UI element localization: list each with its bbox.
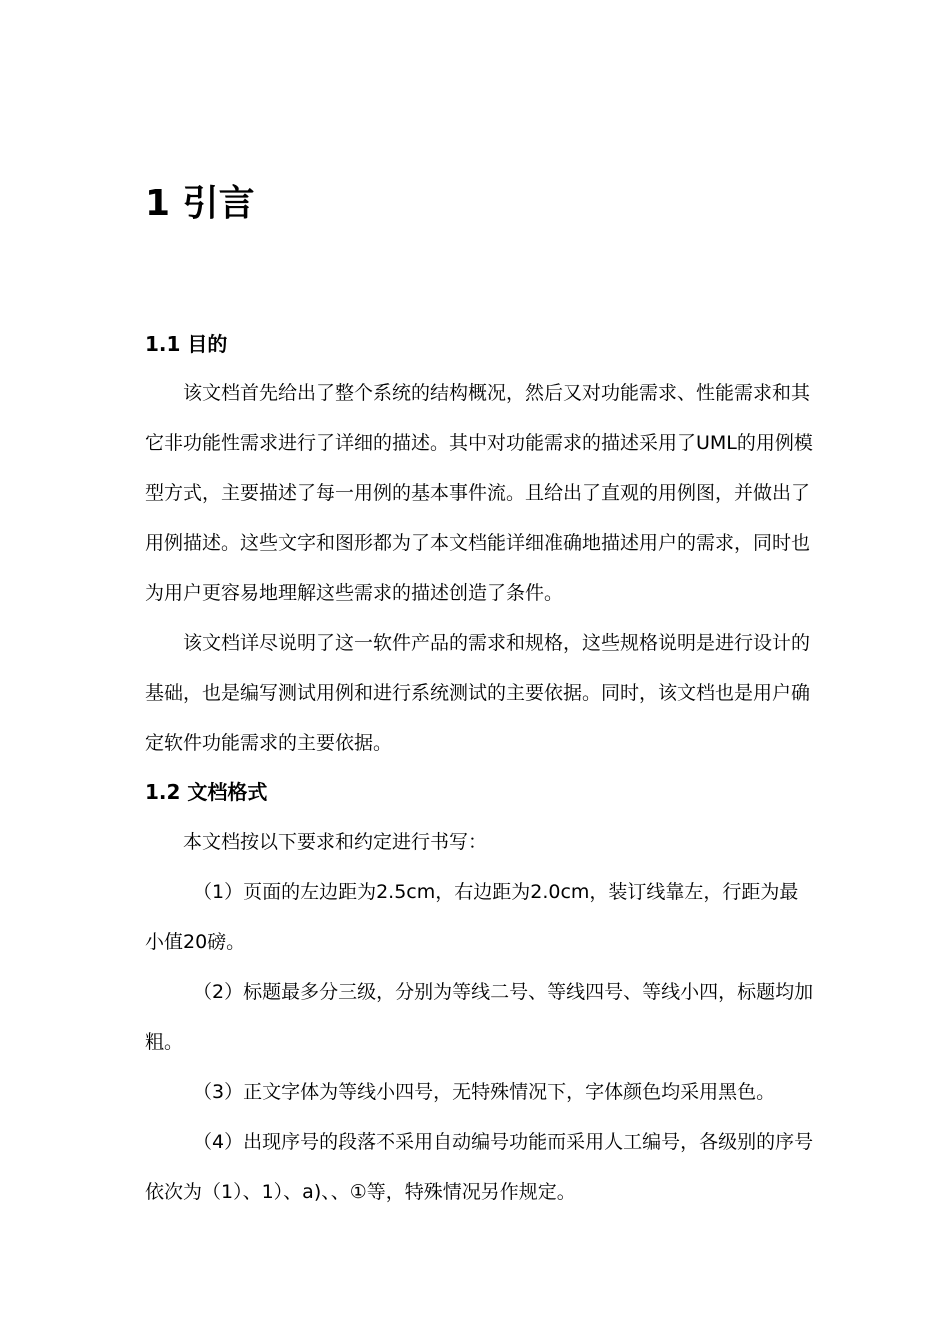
chapter-title: 1 引言 (145, 183, 255, 224)
purpose-paragraph-2: 该文档详尽说明了这一软件产品的需求和规格，这些规格说明是进行设计的基础，也是编写测试用例和进行系统测试的主要依据。同时，该文档也是用户确定软件功能需求的主要依据。 (145, 632, 811, 754)
format-item-1: （1）页面的左边距为2.5cm，右边距为2.0cm，装订线靠左，行距为最小值20磅。 (145, 881, 799, 953)
section-heading-format: 1.2 文档格式 (145, 780, 268, 804)
format-intro: 本文档按以下要求和约定进行书写： (183, 831, 488, 853)
purpose-paragraph-1: 该文档首先给出了整个系统的结构概况，然后又对功能需求、性能需求和其它非功能性需求进行了详细的描述。其中对功能需求的描述采用了UML的用例模型方式，主要描述了每一用例的基本事件流。且给出了直观的用例图，并做出了用例描述。这些文字和图形都为了本文档能详细准确地描述用户的需求，同时也为用户更容易地理解这些需求的描述创造了条件。 (145, 382, 813, 604)
format-item-4: （4）出现序号的段落不采用自动编号功能而采用人工编号，各级别的序号依次为（1）、1）、a)、、①等，特殊情况另作规定。 (145, 1131, 814, 1203)
format-item-2: （2）标题最多分三级，分别为等线二号、等线四号、等线小四，标题均加粗。 (145, 981, 814, 1053)
section-heading-purpose: 1.1 目的 (145, 332, 228, 356)
format-item-3: （3）正文字体为等线小四号，无特殊情况下，字体颜色均采用黑色。 (193, 1081, 776, 1103)
